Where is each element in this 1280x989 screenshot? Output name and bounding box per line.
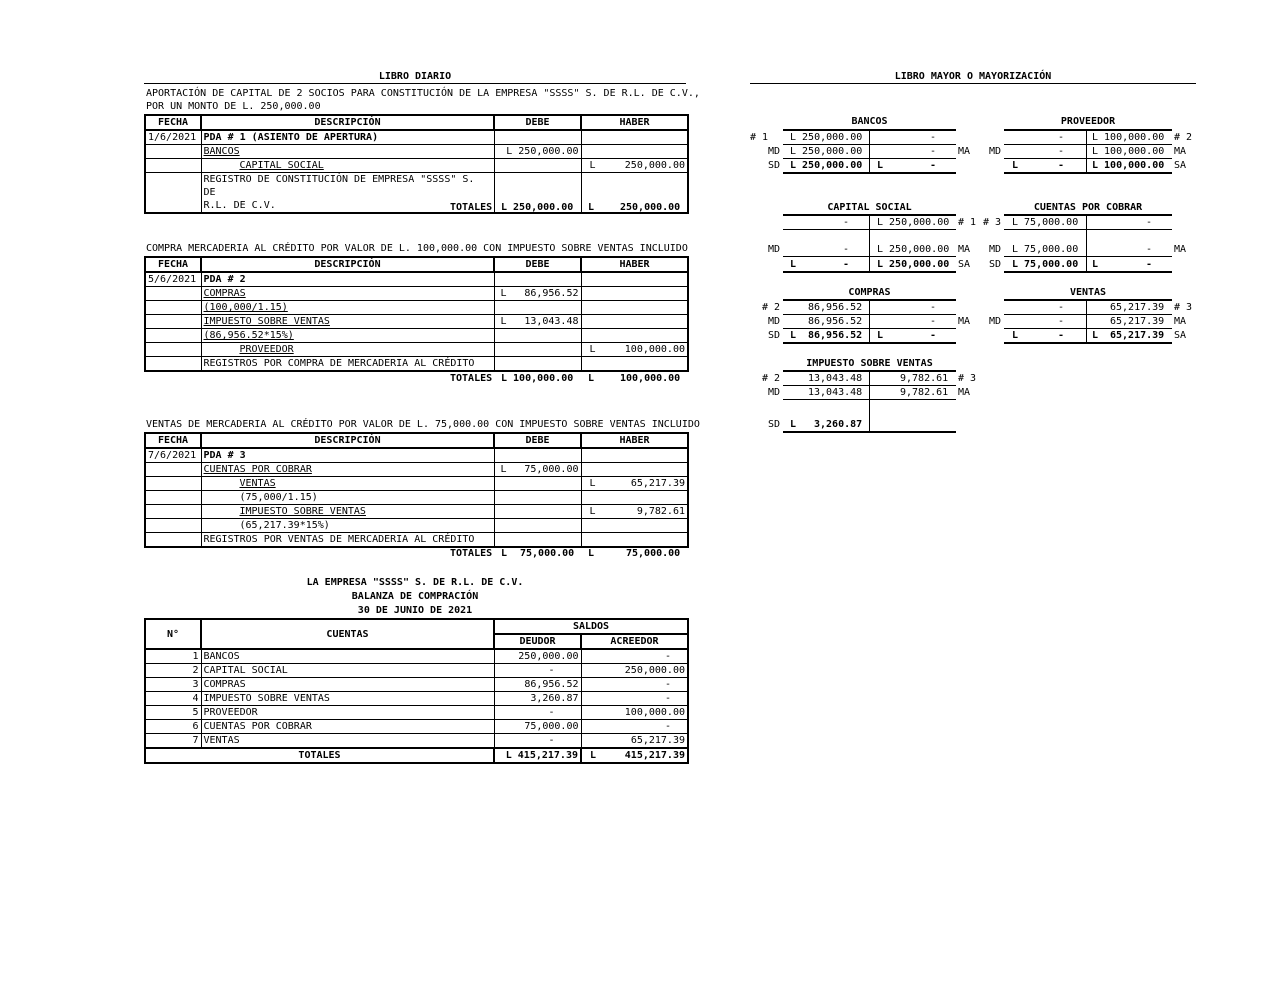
title-underline <box>144 83 686 84</box>
entry3-total-debe: 75,000.00 <box>520 548 575 559</box>
entry1-total-debe: L 250,000.00 <box>501 202 574 213</box>
entry3-total-haber: 75,000.00 <box>626 548 681 559</box>
col-no: N° <box>145 619 201 649</box>
entry2-totals-label: TOTALES <box>450 373 493 384</box>
libro-diario-title: LIBRO DIARIO <box>378 71 452 82</box>
line-description: REGISTRO DE CONSTITUCIÓN DE EMPRESA "SSSS" S. DE R.L. DE C.V. <box>201 173 494 214</box>
balanza-title: BALANZA DE COMPRACIÓN <box>351 591 479 602</box>
col-deudor: DEUDOR <box>494 634 581 649</box>
journal-entry-2: FECHA DESCRIPCIÓN DEBE HABER 5/6/2021 PDA # 2 COMPRAS L 86,956.52 (100,000/1.15) IMPUESTO SOBRE VENTAS L 13,043.48 (86,956.52*15%) PROVEEDOR L 100,000.00 REGISTROS POR COMPRA DE MERCADERIA AL CRÉDITO <box>144 256 689 372</box>
table-row: 1 BANCOS 250,000.00 - <box>145 649 688 664</box>
table-row: 2 CAPITAL SOCIAL - 250,000.00 <box>145 664 688 678</box>
entry1-description-2: POR UN MONTO DE L. 250,000.00 <box>146 101 321 112</box>
entry-pda: PDA # 3 <box>201 448 494 463</box>
balanza-total-acreedor: L 415,217.39 <box>581 748 688 763</box>
entry-date: 7/6/2021 <box>145 448 201 463</box>
col-saldos: SALDOS <box>494 619 688 634</box>
entry3-total-l1: L <box>501 548 508 559</box>
entry1-description: APORTACIÓN DE CAPITAL DE 2 SOCIOS PARA CONSTITUCIÓN DE LA EMPRESA "SSSS" S. DE R.L. DE C.V., <box>146 88 700 99</box>
journal-entry-3: FECHA DESCRIPCIÓN DEBE HABER 7/6/2021 PDA # 3 CUENTAS POR COBRAR L 75,000.00 VENTAS L 65,217.39 (75,000/1.15) IMPUESTO SOBRE VENTAS L 9,782.61 (65,217.39*15%) REGISTROS POR VENTAS DE MERCADERIA AL CRÉDITO <box>144 432 689 548</box>
entry-date: 5/6/2021 <box>145 272 201 287</box>
balanza-company: LA EMPRESA "SSSS" S. DE R.L. DE C.V. <box>306 577 524 588</box>
col-descripcion: DESCRIPCIÓN <box>201 115 494 130</box>
col-haber: HABER <box>581 115 688 130</box>
entry1-total-haber: 250,000.00 <box>620 202 681 213</box>
balanza-date: 30 DE JUNIO DE 2021 <box>357 605 473 616</box>
table-row: 6 CUENTAS POR COBRAR 75,000.00 - <box>145 720 688 734</box>
col-debe: DEBE <box>494 115 581 130</box>
balanza-table <box>144 618 689 764</box>
entry-pda: PDA # 2 <box>201 272 494 287</box>
table-row: 7 VENTAS - 65,217.39 <box>145 734 688 749</box>
entry2-total-haber: 100,000.00 <box>620 373 681 384</box>
entry3-total-l2: L <box>588 548 595 559</box>
title-underline <box>750 83 1196 84</box>
journal-entry-1 <box>144 114 689 214</box>
table-row: 5 PROVEEDOR - 100,000.00 <box>145 706 688 720</box>
entry1-totals-label: TOTALES <box>450 202 493 213</box>
entry3-totals-label: TOTALES <box>450 548 493 559</box>
entry3-description: VENTAS DE MERCADERIA AL CRÉDITO POR VALOR DE L. 75,000.00 CON IMPUESTO SOBRE VENTAS INCLUIDO <box>146 419 700 430</box>
entry2-total-debe: L 100,000.00 <box>501 373 574 384</box>
table-row: 4 IMPUESTO SOBRE VENTAS 3,260.87 - <box>145 692 688 706</box>
col-acreedor: ACREEDOR <box>581 634 688 649</box>
entry2-total-l: L <box>588 373 595 384</box>
balanza-total-deudor: L 415,217.39 <box>494 748 581 763</box>
balanza-total-label: TOTALES <box>145 748 494 763</box>
entry1-total-l: L <box>588 202 595 213</box>
col-fecha: FECHA <box>145 115 201 130</box>
line-description: CAPITAL SOCIAL <box>201 159 494 173</box>
col-cuentas: CUENTAS <box>201 619 494 649</box>
libro-mayor-title: LIBRO MAYOR O MAYORIZACIÓN <box>894 71 1052 82</box>
entry2-description: COMPRA MERCADERIA AL CRÉDITO POR VALOR DE L. 100,000.00 CON IMPUESTO SOBRE VENTAS INCLUIDO <box>146 243 688 254</box>
line-description: BANCOS <box>201 145 494 159</box>
haber-value: L 250,000.00 <box>581 159 688 173</box>
entry-date: 1/6/2021 <box>145 130 201 145</box>
debe-value: L 250,000.00 <box>494 145 581 159</box>
table-row: 3 COMPRAS 86,956.52 - <box>145 678 688 692</box>
entry-pda: PDA # 1 (ASIENTO DE APERTURA) <box>201 130 494 145</box>
